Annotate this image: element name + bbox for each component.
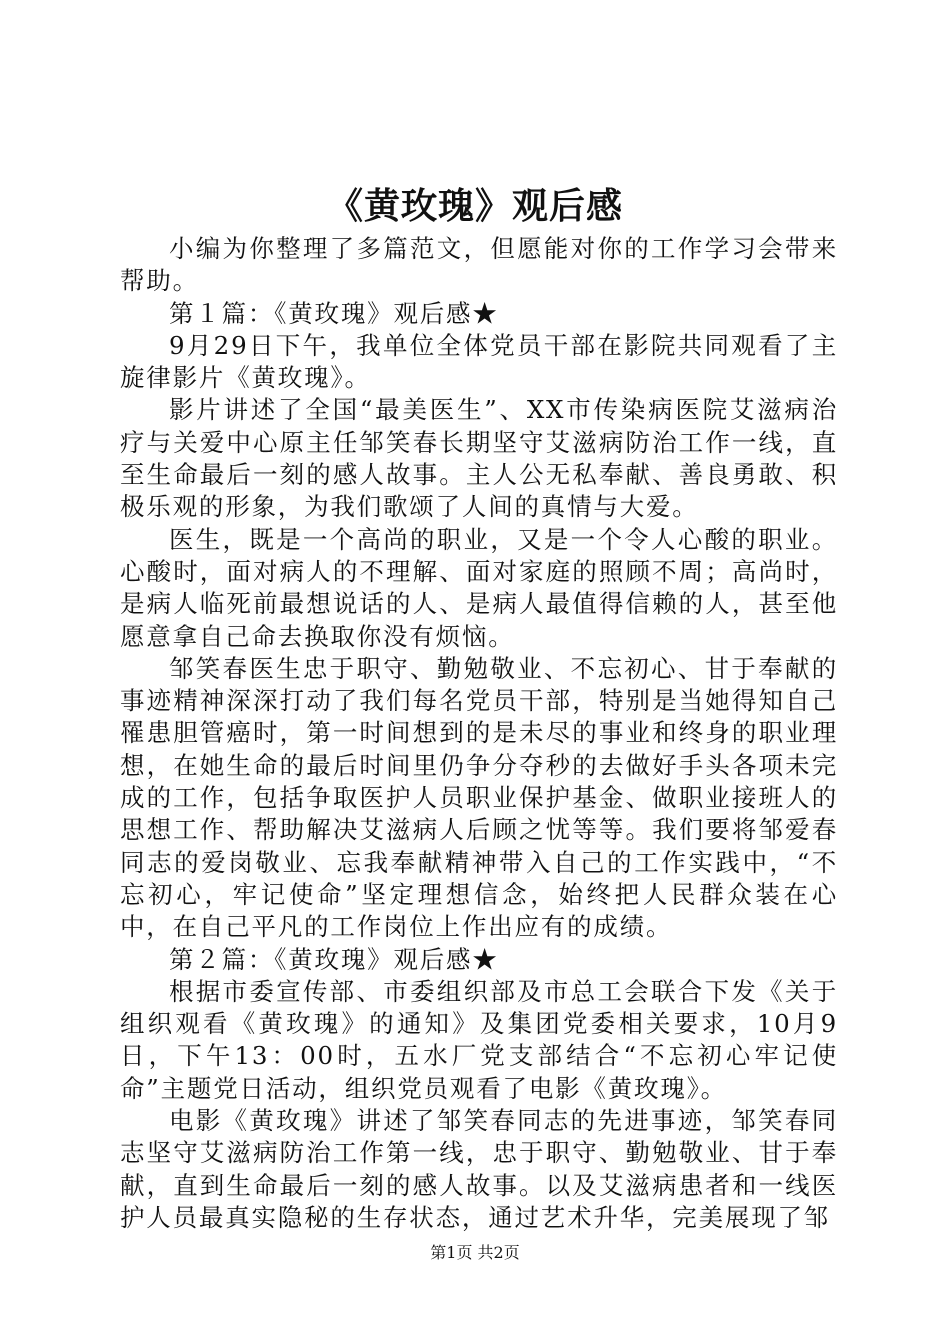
page-footer: 第1页 共2页 [430,1243,520,1262]
paragraph: 影片讲述了全国“最美医生”、XX市传染病医院艾滋病治疗与关爱中心原主任邹笑春长期坚守艾滋病防治工作一线，直至生命最后一刻的感人故事。主人公无私奉献、善良勇敢、积极乐观的形象，为我们歌颂了人间的真情与大爱。 [120,395,838,522]
paragraph: 医生，既是一个高尚的职业，又是一个令人心酸的职业。心酸时，面对病人的不理解、面对家庭的照顾不周；高尚时，是病人临死前最想说话的人、是病人最值得信赖的人，甚至他愿意拿自己命去换取你没有烦恼。 [120,524,838,651]
paragraph: 9月29日下午，我单位全体党员干部在影院共同观看了主旋律影片《黄玫瑰》。 [120,330,838,393]
document-body [120,233,838,1234]
paragraph: 根据市委宣传部、市委组织部及市总工会联合下发《关于组织观看《黄玫瑰》的通知》及集团党委相关要求，10月9日，下午13：00时，五水厂党支部结合“不忘初心牢记使命”主题党日活动，组织党员观看了电影《黄玫瑰》。 [120,976,838,1103]
section-heading-1: 第１篇：《黄玫瑰》观后感★ [169,298,499,328]
paragraph: 邹笑春医生忠于职守、勤勉敬业、不忘初心、甘于奉献的事迹精神深深打动了我们每名党员干部，特别是当她得知自己罹患胆管癌时，第一时间想到的是未尽的事业和终身的职业理想，在她生命的最后时间里仍争分夺秒的去做好手头各项未完成的工作，包括争取医护人员职业保护基金、做职业接班人的思想工作、帮助解决艾滋病人后顾之忧等等。我们要将邹爱春同志的爱岗敬业、忘我奉献精神带入自己的工作实践中，“不忘初心，牢记使命”坚定理想信念，始终把人民群众装在心中，在自己平凡的工作岗位上作出应有的成绩。 [120,653,838,942]
section-heading-2: 第２篇：《黄玫瑰》观后感★ [169,944,499,974]
paragraph: 电影《黄玫瑰》讲述了邹笑春同志的先进事迹，邹笑春同志坚守艾滋病防治工作第一线，忠于职守、勤勉敬业、甘于奉献，直到生命最后一刻的感人故事。以及艾滋病患者和一线医护人员最真实隐秘的生存状态，通过艺术升华，完美展现了邹 [120,1106,838,1232]
document-title: 《黄玫瑰》观后感 [326,185,623,227]
intro-paragraph: 小编为你整理了多篇范文，但愿能对你的工作学习会带来帮助。 [120,234,838,296]
